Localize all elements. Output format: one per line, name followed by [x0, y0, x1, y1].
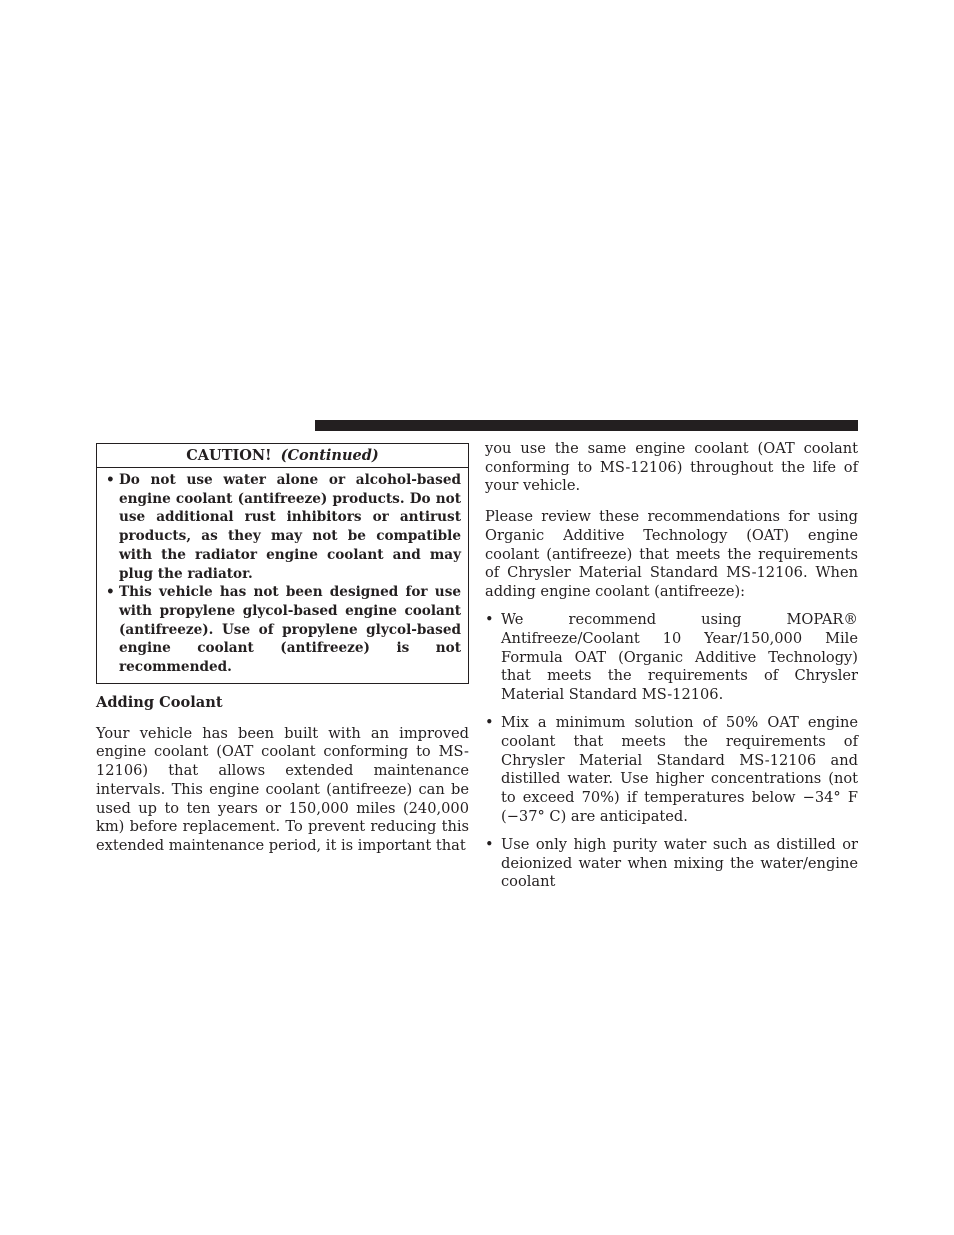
- caution-item-text: This vehicle has not been designed for use with propylene glycol-based engine coolant (antifreeze). Use of propylene glycol-based engine coolant (antifreeze) is not recommended.: [119, 584, 461, 676]
- bullet-icon: •: [106, 472, 115, 488]
- recommendation-item: [485, 611, 858, 705]
- caution-item-text: Do not use water alone or alcohol-based engine coolant (antifreeze) products. Do not use additional rust inhibitors or antirust products, as they may not be compatible with the radiator engine coolant and may plug the radiator.: [119, 472, 461, 582]
- caution-box: [96, 443, 469, 684]
- bullet-icon: •: [485, 714, 494, 732]
- bullet-icon: •: [106, 584, 115, 601]
- caution-continued: (Continued): [280, 447, 379, 464]
- recommendation-text: Use only high purity water such as distilled or deionized water when mixing the water/engine coolant: [501, 835, 858, 891]
- caution-header: [97, 444, 468, 468]
- recommendation-text: Mix a minimum solution of 50% OAT engine coolant that meets the requirements of Chrysler Material Standard MS-12106 and distilled water. Use higher concentrations (not to exceed 70%) if temperatures below −34° F (−37° C) are anticipated.: [501, 714, 858, 825]
- caution-item: [104, 471, 461, 583]
- caution-item: [104, 583, 461, 677]
- bullet-icon: •: [485, 835, 494, 853]
- caution-title: CAUTION!: [186, 447, 272, 464]
- right-column: [485, 440, 858, 892]
- left-column: [96, 440, 469, 856]
- bullet-icon: •: [485, 611, 494, 629]
- recommendation-text: We recommend using MOPAR® Antifreeze/Coolant 10 Year/150,000 Mile Formula OAT (Organic Additive Technology) that meets the requirements of Chrysler Material Standard MS-12106.: [501, 611, 858, 703]
- caution-body: [97, 468, 468, 683]
- intro-paragraph: Please review these recommendations for using Organic Additive Technology (OAT) engine coolant (antifreeze) that meets the requirements of Chrysler Material Standard MS-12106. When adding engine coolant (antifreeze):: [485, 508, 858, 600]
- recommendation-item: [485, 714, 858, 826]
- body-paragraph: Your vehicle has been built with an improved engine coolant (OAT coolant conforming to MS-12106) that allows extended maintenance intervals. This engine coolant (antifreeze) can be used up to ten years or 150,000 miles (240,000 km) before replacement. To prevent reducing this extended maintenance period, it is important that: [96, 724, 469, 854]
- continuation-paragraph: you use the same engine coolant (OAT coolant conforming to MS-12106) throughout the life of your vehicle.: [485, 440, 858, 495]
- section-heading: Adding Coolant: [96, 693, 223, 711]
- recommendation-item: [485, 836, 858, 892]
